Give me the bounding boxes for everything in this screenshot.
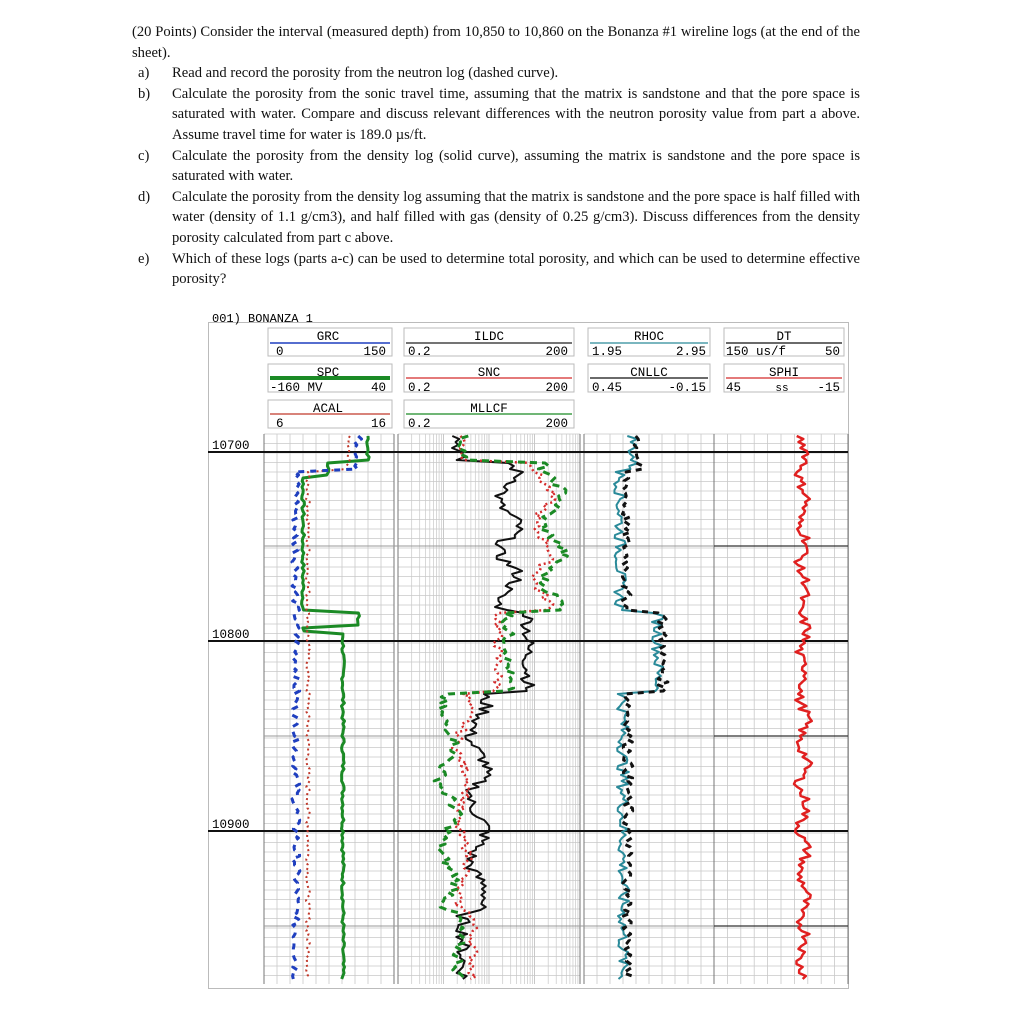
part-label-c: c) (138, 147, 150, 164)
curve-name-spc: SPC (316, 366, 340, 380)
curve-name-rhoc: RHOC (633, 330, 665, 344)
scale-right-snc: 200 (545, 381, 568, 395)
curve-name-dt: DT (776, 330, 792, 344)
curve-name-snc: SNC (477, 366, 501, 380)
depth-label: 10800 (212, 628, 250, 642)
depth-label: 10700 (212, 439, 250, 453)
depth-labels (212, 439, 250, 832)
scale-right-ildc: 200 (545, 345, 568, 359)
question-part-d (132, 187, 860, 249)
part-label-b: b) (138, 85, 151, 102)
track1-header (268, 328, 392, 431)
scale-left-dt: 150 us/f (726, 345, 787, 359)
part-label-d: d) (138, 188, 151, 205)
scale-left-spc: -160 MV (270, 381, 323, 395)
cnl-curve (621, 436, 668, 979)
scale-right-spc: 40 (370, 381, 386, 395)
curve-name-mllcf: MLLCF (470, 402, 508, 416)
scale-left-ildc: 0.2 (408, 345, 431, 359)
part-text-d: Calculate the porosity from the density log assuming that the matrix is sandstone and the pore space is half filled with water (density of 1.1 g/cm3), and half filled with gas (density of 0.25 g/cm3). Discuss differences from the density porosity calculated from part c above. (172, 188, 860, 246)
scale-right-sphi: -15 (817, 381, 840, 395)
question-part-e (132, 249, 860, 290)
scale-left-rhoc: 1.95 (592, 345, 623, 359)
part-text-e: Which of these logs (parts a-c) can be used to determine total porosity, and which can be used to determine effective porosity? (172, 250, 860, 288)
well-title: 001) BONANZA 1 (212, 312, 313, 326)
scale-right-acal: 16 (370, 417, 386, 431)
scale-right-grc: 150 (363, 345, 386, 359)
part-label-e: e) (138, 250, 150, 267)
track3-header (588, 328, 710, 395)
scale-right-dt: 50 (824, 345, 840, 359)
sp-curve (302, 436, 370, 979)
ild-curve (452, 436, 534, 979)
sphi-curve (794, 436, 812, 979)
log-curves (292, 436, 812, 979)
part-text-c: Calculate the porosity from the density log (solid curve), assuming the matrix is sandstone and the pore space is saturated with water. (172, 147, 860, 185)
part-text-b: Calculate the porosity from the sonic travel time, assuming that the matrix is sandstone and that the pore space is saturated with water. Compare and discuss relevant differences with the neutron porosity value from part a above. Assume travel time for water is 189.0 µs/ft. (172, 85, 860, 143)
log-frame (209, 323, 849, 989)
question-part-c (132, 146, 860, 187)
question-part-a (132, 63, 860, 84)
question-intro: (20 Points) Consider the interval (measured depth) from 10,850 to 10,860 on the Bonanza #1 wireline logs (at the end of the sheet). (132, 24, 860, 61)
curve-name-cnllc: CNLLC (630, 366, 668, 380)
scale-right-cnllc: -0.15 (668, 381, 706, 395)
scale-right-rhoc: 2.95 (675, 345, 706, 359)
scale-left-grc: 0 (276, 345, 284, 359)
track4-header (724, 328, 844, 395)
curve-name-sphi: SPHI (768, 366, 800, 380)
curve-name-ildc: ILDC (473, 330, 505, 344)
scale-left-cnllc: 0.45 (592, 381, 623, 395)
scale-mid-sphi: ss (775, 383, 789, 395)
question-text (132, 22, 860, 290)
scale-left-acal: 6 (276, 417, 284, 431)
track2-header (404, 328, 574, 431)
wireline-log-chart (208, 312, 850, 990)
wireline-log (208, 312, 850, 990)
sn-curve (452, 436, 555, 979)
mll-curve (434, 436, 567, 979)
part-text-a: Read and record the porosity from the neutron log (dashed curve). (172, 65, 559, 82)
depth-label: 10900 (212, 818, 250, 832)
scale-left-snc: 0.2 (408, 381, 431, 395)
scale-left-mllcf: 0.2 (408, 417, 431, 431)
question-part-b (132, 84, 860, 146)
curve-name-acal: ACAL (312, 402, 344, 416)
scale-left-sphi: 45 (726, 381, 742, 395)
curve-name-grc: GRC (316, 330, 340, 344)
scale-right-mllcf: 200 (545, 417, 568, 431)
rho-curve (614, 436, 664, 979)
part-label-a: a) (138, 65, 150, 82)
